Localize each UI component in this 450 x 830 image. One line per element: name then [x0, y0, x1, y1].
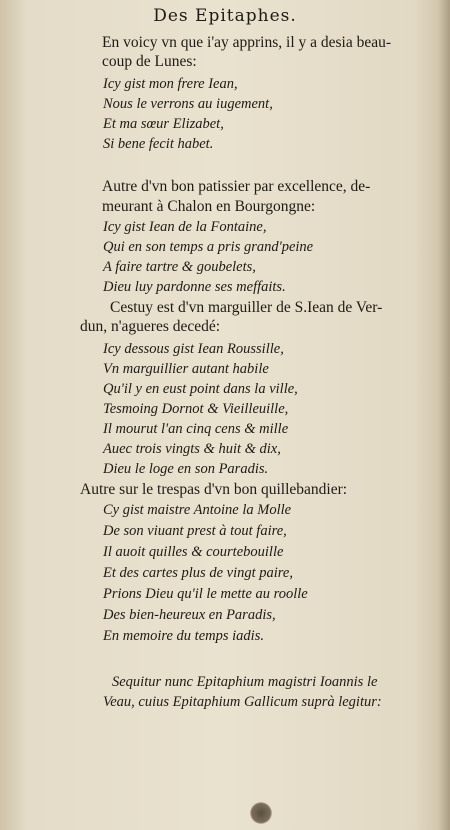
- verse-line: Si bene fecit habet.: [103, 136, 214, 152]
- verse-line: Icy gist Iean de la Fontaine,: [103, 219, 267, 235]
- prose-line: En voicy vn que i'ay apprins, il y a desia beau-: [102, 34, 392, 51]
- verse-line: Tesmoing Dornot & Vieilleuille,: [103, 401, 289, 417]
- verse-line: Auec trois vingts & huit & dix,: [103, 441, 281, 457]
- verse-line: Cy gist maistre Antoine la Molle: [103, 502, 292, 518]
- verse-line: Icy gist mon frere Iean,: [103, 76, 238, 92]
- latin-line: Veau, cuius Epitaphium Gallicum suprà legitur:: [103, 694, 382, 710]
- verse-line: Icy dessous gist Iean Roussille,: [103, 341, 284, 357]
- prose-line: dun, n'agueres decedé:: [80, 318, 221, 335]
- ink-blot: [250, 802, 272, 824]
- page-gutter-shadow: [438, 0, 450, 830]
- prose-line: Autre d'vn bon patissier par excellence, de-: [102, 178, 371, 195]
- verse-line: Des bien-heureux en Paradis,: [103, 607, 276, 623]
- prose-line: Autre sur le trespas d'vn bon quillebandier:: [80, 481, 348, 498]
- verse-line: Qu'il y en eust point dans la ville,: [103, 381, 298, 397]
- verse-line: Il mourut l'an cinq cens & mille: [103, 421, 289, 437]
- prose-line: meurant à Chalon en Bourgongne:: [102, 198, 316, 215]
- verse-line: Dieu le loge en son Paradis.: [103, 461, 269, 477]
- verse-line: Qui en son temps a pris grand'peine: [103, 239, 314, 255]
- prose-line: Cestuy est d'vn marguiller de S.Iean de Ver-: [110, 299, 383, 316]
- verse-line: Et ma sœur Elizabet,: [103, 116, 224, 132]
- verse-line: A faire tartre & goubelets,: [103, 259, 256, 275]
- verse-line: Il auoit quilles & courtebouille: [103, 544, 284, 560]
- verse-line: Vn marguillier autant habile: [103, 361, 269, 377]
- latin-line: Sequitur nunc Epitaphium magistri Ioannis le: [112, 674, 378, 690]
- running-header: Des Epitaphes.: [153, 6, 297, 26]
- verse-line: Prions Dieu qu'il le mette au roolle: [103, 586, 308, 602]
- verse-line: Nous le verrons au iugement,: [103, 96, 273, 112]
- prose-line: coup de Lunes:: [102, 53, 197, 70]
- verse-line: De son viuant prest à tout faire,: [103, 523, 287, 539]
- verse-line: Et des cartes plus de vingt paire,: [103, 565, 293, 581]
- verse-line: En memoire du temps iadis.: [103, 628, 264, 644]
- verse-line: Dieu luy pardonne ses meffaits.: [103, 279, 286, 295]
